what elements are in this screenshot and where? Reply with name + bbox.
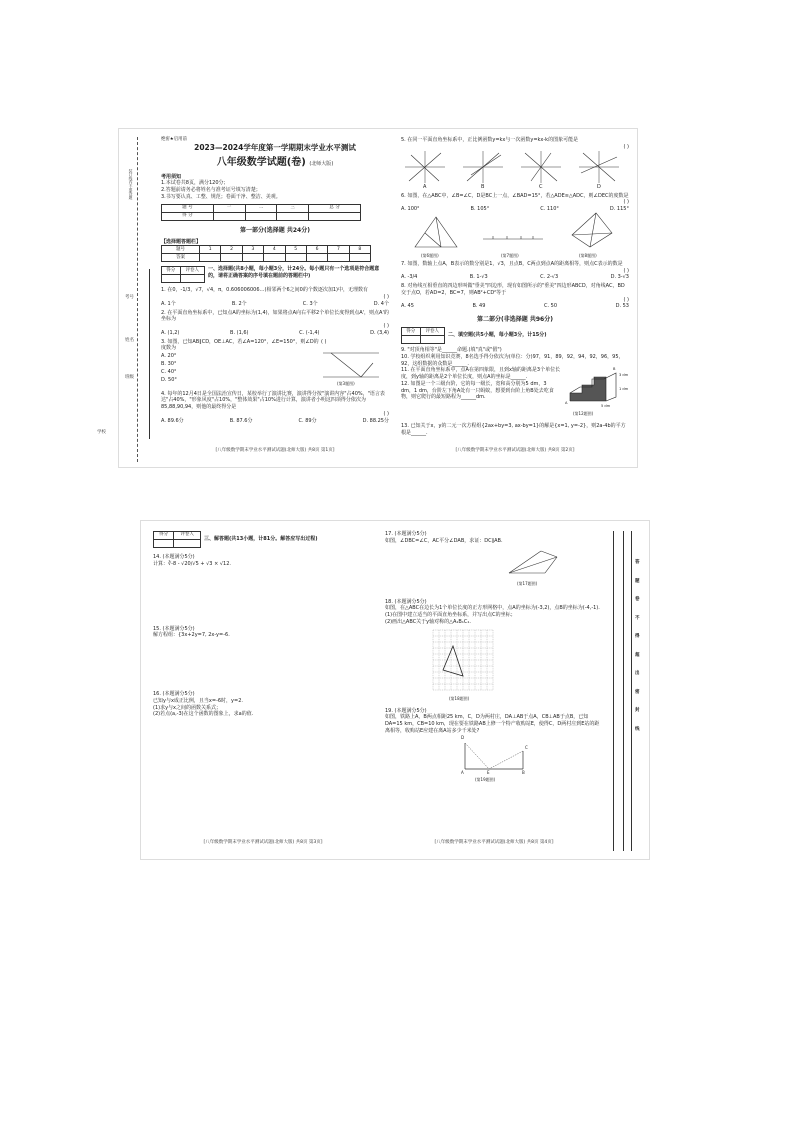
grader-score-label: 得分 xyxy=(402,328,421,336)
q4-paren: ( ) xyxy=(383,410,389,417)
grader-score-label: 得分 xyxy=(154,532,174,540)
q3-block xyxy=(161,339,389,389)
q6-option-d[interactable]: D. 115° xyxy=(609,206,629,212)
q16-sub-2: (2)若点(a,-3)在这个函数的图象上，求a的值. xyxy=(153,711,254,718)
score-table xyxy=(161,204,361,221)
grader-reviewer-label: 评卷人 xyxy=(174,532,201,540)
mc-answer-cell[interactable] xyxy=(242,254,263,262)
q6-paren: ( ) xyxy=(623,199,629,206)
q4-option-b[interactable]: B. 87.6分 xyxy=(229,417,253,424)
q3-option-d[interactable]: D. 50° xyxy=(161,376,177,383)
section2-header xyxy=(401,327,629,344)
q3-option-b[interactable]: B. 30° xyxy=(161,360,177,367)
q18-sub-1: (1)在图中建立适当的平面直角坐标系，并写出点C的坐标； xyxy=(385,612,516,618)
grader-score-label: 得分 xyxy=(162,267,181,275)
section1-title: 一、选择题(共8小题，每小题3分，计24分。每小题只有一个选项是符合题意的，请将正确答案的序号填在题前的答题栏中) xyxy=(208,266,380,280)
section3-title: 三、解答题(共13小题，计81分。解答应写出过程) xyxy=(204,536,318,543)
rb-char: 封 xyxy=(635,708,640,713)
page-3 xyxy=(153,531,373,718)
q8-text: 8. 对角线互相垂直的四边形叫做"垂美"四边形，现有如图所示的"垂美"四边形ABCD，对角线AC，BD交于点O，若AD=2，BC=7，则AB²+CD²等于 xyxy=(401,283,625,296)
q8-options xyxy=(401,303,629,310)
q1-paren: ( ) xyxy=(383,294,389,301)
grader-box-3 xyxy=(153,531,201,548)
rb-char: 答 xyxy=(635,560,640,565)
right-binding-line-3 xyxy=(631,531,632,851)
part2-title: 第二部分(非选择题 共96分) xyxy=(477,316,553,323)
q12-label-5dm: 5 dm xyxy=(601,404,611,409)
mc-header: 题号 xyxy=(162,246,200,254)
q12-label-3dm: 3 dm xyxy=(619,373,629,378)
rb-char: 题 xyxy=(635,578,640,584)
q12-text: 12. 如图是一个三级台阶，它的每一级长，宽和高分别为5 dm，3 dm，1 dm，台阶左下角A处有一只蚂蚁，想要到台阶上角B处去吃食物，则它爬行的最短路程为______dm. xyxy=(401,380,554,401)
side-label-class: 班级 xyxy=(125,375,134,380)
exam-sheet-2 xyxy=(140,520,650,860)
q3-option-c[interactable]: C. 40° xyxy=(161,368,177,375)
q19-label-a: A xyxy=(461,769,464,775)
q7-options xyxy=(401,274,629,281)
section1-header xyxy=(161,266,389,283)
q12-label-b: B xyxy=(613,367,616,372)
q18-block xyxy=(385,626,603,706)
score-cell[interactable] xyxy=(309,212,361,220)
subject-text: 八年级数学试题(卷) xyxy=(216,157,306,169)
right-binding-line-2 xyxy=(623,531,624,851)
q8-figure-caption: (第8题图) xyxy=(579,252,597,258)
q17-header: 17. (本题满分5分) xyxy=(385,531,427,537)
q13-text: 13. 已知关于x，y的二元一次方程组{2ax+by=3, ax-by=1}的解是{x=1, y=-2}，则2a-4b的平方根是______. xyxy=(401,423,626,437)
q5-graph-a[interactable] xyxy=(405,151,445,183)
q4-option-d[interactable]: D. 88.25分 xyxy=(362,417,389,424)
grader-cell[interactable] xyxy=(180,275,204,283)
q5-label-c: C xyxy=(539,183,543,190)
page-2-footer: [八年级数学期末学业水平测试试题(北师大版) 共8页 第2页] xyxy=(455,448,575,453)
q12-label-a: A xyxy=(565,401,568,406)
q16-header: 16. (本题满分5分) xyxy=(153,691,195,697)
q7-option-c[interactable]: C. 2-√3 xyxy=(540,274,559,281)
right-binding-line-1 xyxy=(613,531,614,851)
q17-block xyxy=(385,545,603,595)
note-3: 3.书写要认真、工整、规范；卷面干净、整洁、美观。 xyxy=(161,193,281,200)
page-1-footer: [八年级数学期末学业水平测试试题(北师大版) 共8页 第1页] xyxy=(215,448,335,453)
q6-figure xyxy=(411,215,461,251)
q14-text: 计算：∛-8 - √20/√5 + √3 × √12. xyxy=(153,560,231,567)
q2-option-b[interactable]: B. (1,6) xyxy=(230,329,249,336)
q19-header: 19. (本题满分5分) xyxy=(385,707,427,714)
score-row-label: 得 分 xyxy=(162,212,214,220)
mc-answer-cell[interactable] xyxy=(306,254,327,262)
q8-option-c[interactable]: C. 50 xyxy=(543,303,558,310)
q8-figure xyxy=(566,211,616,251)
q6-option-b[interactable]: B. 105° xyxy=(470,206,490,212)
q5-graph-b[interactable] xyxy=(463,151,503,183)
q4-options xyxy=(161,418,389,425)
q2-text: 2. 在平面直角坐标系中，已知点A的坐标为(1,4)，如果将点A向右平移2个单位长度得到点A'，则点A'的坐标为 xyxy=(161,309,389,323)
grid-lines xyxy=(433,630,493,690)
q2-option-c[interactable]: C. (-1,4) xyxy=(299,329,320,336)
mc-header: 3 xyxy=(242,246,263,254)
q10-text: 10. 学校组织利用知识竞赛，8名选手得分依次为(单位：分)97，91，89，92，94，92，96，95，92，这组数据的众数是______. xyxy=(401,353,624,367)
q19-label-b: B xyxy=(522,769,525,775)
q7-option-b[interactable]: B. 1-√3 xyxy=(469,274,488,281)
rb-char: 得 xyxy=(635,634,640,639)
mc-header: 6 xyxy=(306,246,327,254)
grader-reviewer-label: 评卷人 xyxy=(180,267,204,275)
q11-text: 11. 在平面直角坐标系中，点A在第四象限，且到x轴的距离是3个单位长度，到y轴的距离是2个单位长度，则点A的坐标是______. xyxy=(401,367,561,381)
q7-option-d[interactable]: D. 3-√3 xyxy=(610,274,629,281)
side-label-name: 姓名 xyxy=(125,338,134,343)
score-header-num: 题 号 xyxy=(162,204,214,212)
q1-option-c[interactable]: C. 3个 xyxy=(302,300,318,307)
q1-text: 1. 在0，-1/3，√7，√4，π，0.606006006…(相邻两个6之间0的个数逐次加1)中，无理数有 xyxy=(161,287,368,294)
q4-text: 4. 每年的12月4日是全国法治宣传日，某校举行了演讲比赛，演讲得分按"演讲内容"占40%，"语言表达"占40%，"形象风度"占10%，"整体效果"占10%进行计算，演讲者小明这四项得分依次为85,88,90,94，则他的最终得分是 xyxy=(161,390,385,411)
binding-line xyxy=(137,137,138,462)
secret-mark: 绝密★启用前 xyxy=(161,137,187,142)
score-header-3: 三 xyxy=(277,204,309,212)
q11-q12-block xyxy=(401,367,629,423)
q8-paren: ( ) xyxy=(623,296,629,303)
q5-label-b: B xyxy=(481,183,485,190)
q6-figure-caption: (第6题图) xyxy=(421,252,439,258)
q7-figure-caption: (第7题图) xyxy=(501,252,519,258)
grader-box xyxy=(161,266,205,283)
score-header-2: 二 xyxy=(245,204,277,212)
binding-rule-text: 装订线内不要答题 xyxy=(129,169,134,200)
score-header-1: 一 xyxy=(213,204,245,212)
mc-header: 4 xyxy=(264,246,285,254)
q3-figure-caption: (第3题图) xyxy=(337,380,355,386)
q2-option-d[interactable]: D. (3,4) xyxy=(370,329,389,336)
q7-text: 7. 如图，数轴上点A，B表示的数分别是1，√3，且点B，C两点到点A的距离相等，则点C表示的数是 xyxy=(401,260,623,267)
q12-label-1dm: 1 dm xyxy=(619,387,629,392)
q2-option-a[interactable]: A. (1,2) xyxy=(161,329,180,336)
mc-answer-cell[interactable] xyxy=(221,254,242,262)
q6-text: 6. 如图，在△ABC中，∠B=∠C，D是BC上一点，∠BAD=15°，若△ADE≅△ADC，则∠DEC的度数是 xyxy=(401,192,629,199)
notes-title: 考用须知 xyxy=(161,173,182,180)
q5-text: 5. 在同一平面直角坐标系中，正比例函数y=kx与一次函数y=kx-k的图象可能是 xyxy=(401,137,579,143)
q5-paren: ( ) xyxy=(623,143,629,150)
mc-header: 2 xyxy=(221,246,242,254)
q1-option-a[interactable]: A. 1个 xyxy=(161,300,176,307)
figures-6-7-8 xyxy=(401,215,629,261)
q17-text: 如图，∠DBC=∠C，AC平分∠DAB，求证：DC∥AB. xyxy=(385,537,503,544)
rb-char: 出 xyxy=(635,671,640,676)
mc-header: 7 xyxy=(328,246,349,254)
grader-cell[interactable] xyxy=(174,540,201,548)
mc-header: 1 xyxy=(200,246,221,254)
page-4 xyxy=(385,531,603,785)
q5-graph-d[interactable] xyxy=(579,151,619,183)
q5-label-d: D xyxy=(597,183,601,190)
mc-answer-cell[interactable] xyxy=(264,254,285,262)
part1-title: 第一部分(选择题 共24分) xyxy=(240,226,310,234)
q17-figure-caption: (第17题图) xyxy=(517,580,538,586)
exam-subject-title xyxy=(161,156,389,170)
mc-answer-label: 【选择题答题栏】 xyxy=(161,238,202,245)
mc-answer-cell[interactable] xyxy=(328,254,349,262)
q19-label-d: D xyxy=(461,734,465,740)
q16-text: 已知y与x成正比例，且当x=-6时，y=2. xyxy=(153,697,243,704)
q5-label-a: A xyxy=(423,183,427,190)
q19-label-e: E xyxy=(487,769,490,775)
q14-answer-space[interactable] xyxy=(153,568,373,626)
q19-label-c: C xyxy=(525,744,528,750)
q16-sub-1: (1)求y与x之间的函数关系式； xyxy=(153,704,222,711)
q18-sub-2: (2)画出△ABC关于y轴对称的△A₁B₁C₁. xyxy=(385,618,471,625)
side-label-school: 学校 xyxy=(97,430,106,435)
right-binding-text xyxy=(635,561,645,732)
q7-figure xyxy=(483,219,543,249)
q3-figure xyxy=(321,349,381,385)
grader-cell[interactable] xyxy=(420,336,444,344)
q18-figure-caption: (第18题图) xyxy=(449,695,470,701)
rb-char: 线 xyxy=(635,726,640,732)
q4-option-a[interactable]: A. 89.6分 xyxy=(161,417,184,424)
mc-answer-cell[interactable] xyxy=(200,254,221,262)
q19-text: 如图，铁路上A，B两点相距25 km，C，D为两村庄，DA⊥AB于点A，CB⊥AB于点B，已知DA=15 km，CB=10 km，现在要在铁路AB上修一个特产收购站E，使得C，D两村庄到E站的距离相等，收购站E应建在离A站多少千米处? xyxy=(385,714,600,734)
q2-paren: ( ) xyxy=(383,323,389,330)
q5-graphs xyxy=(401,151,629,191)
q7-option-a[interactable]: A. -3/4 xyxy=(401,274,418,281)
q12-figure xyxy=(566,369,622,405)
page-3-footer: [八年级数学期末学业水平测试试题(北师大版) 共8页 第3页] xyxy=(203,840,323,845)
rb-char: 卷 xyxy=(635,597,640,602)
mc-answer-cell[interactable] xyxy=(285,254,306,262)
q1-option-d[interactable]: D. 4个 xyxy=(373,300,389,307)
section3-header xyxy=(153,531,373,548)
q3-paren: ( ) xyxy=(321,338,327,345)
mc-answer-row-label: 答案 xyxy=(162,254,200,262)
grader-cell[interactable] xyxy=(162,275,181,283)
q6-option-a[interactable]: A. 100° xyxy=(401,206,420,212)
q19-block xyxy=(385,735,603,785)
note-1: 1.本试卷共8页，满分120分； xyxy=(161,180,229,187)
q8-option-a[interactable]: A. 45 xyxy=(401,303,414,310)
page-4-footer: [八年级数学期末学业水平测试试题(北师大版) 共8页 第4页] xyxy=(434,840,554,845)
rb-char: 超 xyxy=(635,652,640,658)
q3-option-a[interactable]: A. 20° xyxy=(161,352,177,359)
q19-figure-caption: (第19题图) xyxy=(475,776,496,782)
side-field-line xyxy=(149,269,150,439)
score-cell[interactable] xyxy=(213,212,245,220)
q15-answer-space[interactable] xyxy=(153,639,373,691)
side-label-number: 考号 xyxy=(125,295,134,300)
mc-answer-table xyxy=(161,245,371,262)
grader-reviewer-label: 评卷人 xyxy=(420,328,444,336)
grader-cell[interactable] xyxy=(154,540,174,548)
q7-paren: ( ) xyxy=(623,267,629,274)
grader-box-2 xyxy=(401,327,445,344)
q14-header: 14. (本题满分5分) xyxy=(153,554,195,560)
q18-grid-figure[interactable] xyxy=(433,630,495,692)
q8-option-d[interactable]: D. 53 xyxy=(615,303,629,310)
q9-text: 9. "对顶角相等"是______命题.(填"真"或"假") xyxy=(401,347,502,354)
q18-header: 18. (本题满分5分) xyxy=(385,598,427,605)
edition-text: (北师大版) xyxy=(309,161,334,168)
q15-text: 解方程组：{3x+2y=7, 2x-y=-6. xyxy=(153,632,230,639)
score-header-total: 总 分 xyxy=(309,204,361,212)
page-1 xyxy=(161,137,389,424)
mc-answer-cell[interactable] xyxy=(349,254,370,262)
section2-title: 二、填空题(共5小题，每小题3分，计15分) xyxy=(448,332,547,339)
grader-cell[interactable] xyxy=(402,336,421,344)
score-cell[interactable] xyxy=(245,212,277,220)
q1-option-b[interactable]: B. 2个 xyxy=(231,300,247,307)
q4-option-c[interactable]: C. 89分 xyxy=(298,417,317,424)
q19-figure xyxy=(459,739,529,775)
q12-figure-caption: (第12题图) xyxy=(573,411,594,417)
rb-char: 不 xyxy=(635,615,640,621)
q5-graph-c[interactable] xyxy=(521,151,561,183)
edition-value: 北师大版 xyxy=(311,161,332,168)
exam-sheet-1 xyxy=(97,128,638,468)
score-cell[interactable] xyxy=(277,212,309,220)
q3-text: 3. 如图，已知AB∥CD，OE⊥AC，若∠A=120°，∠E=150°，则∠D的度数为 xyxy=(161,338,319,352)
q2-options xyxy=(161,330,389,337)
q18-text: 如图，在△ABC在边长为1个单位长度的正方形网格中，点A的坐标为(-3,2)，点B的坐标为(-4,-1). xyxy=(385,605,600,612)
rb-char: 密 xyxy=(635,689,640,695)
mc-header: 5 xyxy=(285,246,306,254)
page-2 xyxy=(401,137,629,437)
exam-year-title: 2023—2024学年度第一学期期末学业水平测试 xyxy=(194,142,356,152)
q17-figure xyxy=(505,547,565,577)
q6-option-c[interactable]: C. 110° xyxy=(540,206,559,212)
q1-options xyxy=(161,301,389,308)
mc-header: 8 xyxy=(349,246,370,254)
q8-option-b[interactable]: B. 49 xyxy=(472,303,486,310)
note-2: 2.答题前请务必将姓名与准考证号填写清楚； xyxy=(161,187,261,194)
q15-header: 15. (本题满分5分) xyxy=(153,625,195,632)
